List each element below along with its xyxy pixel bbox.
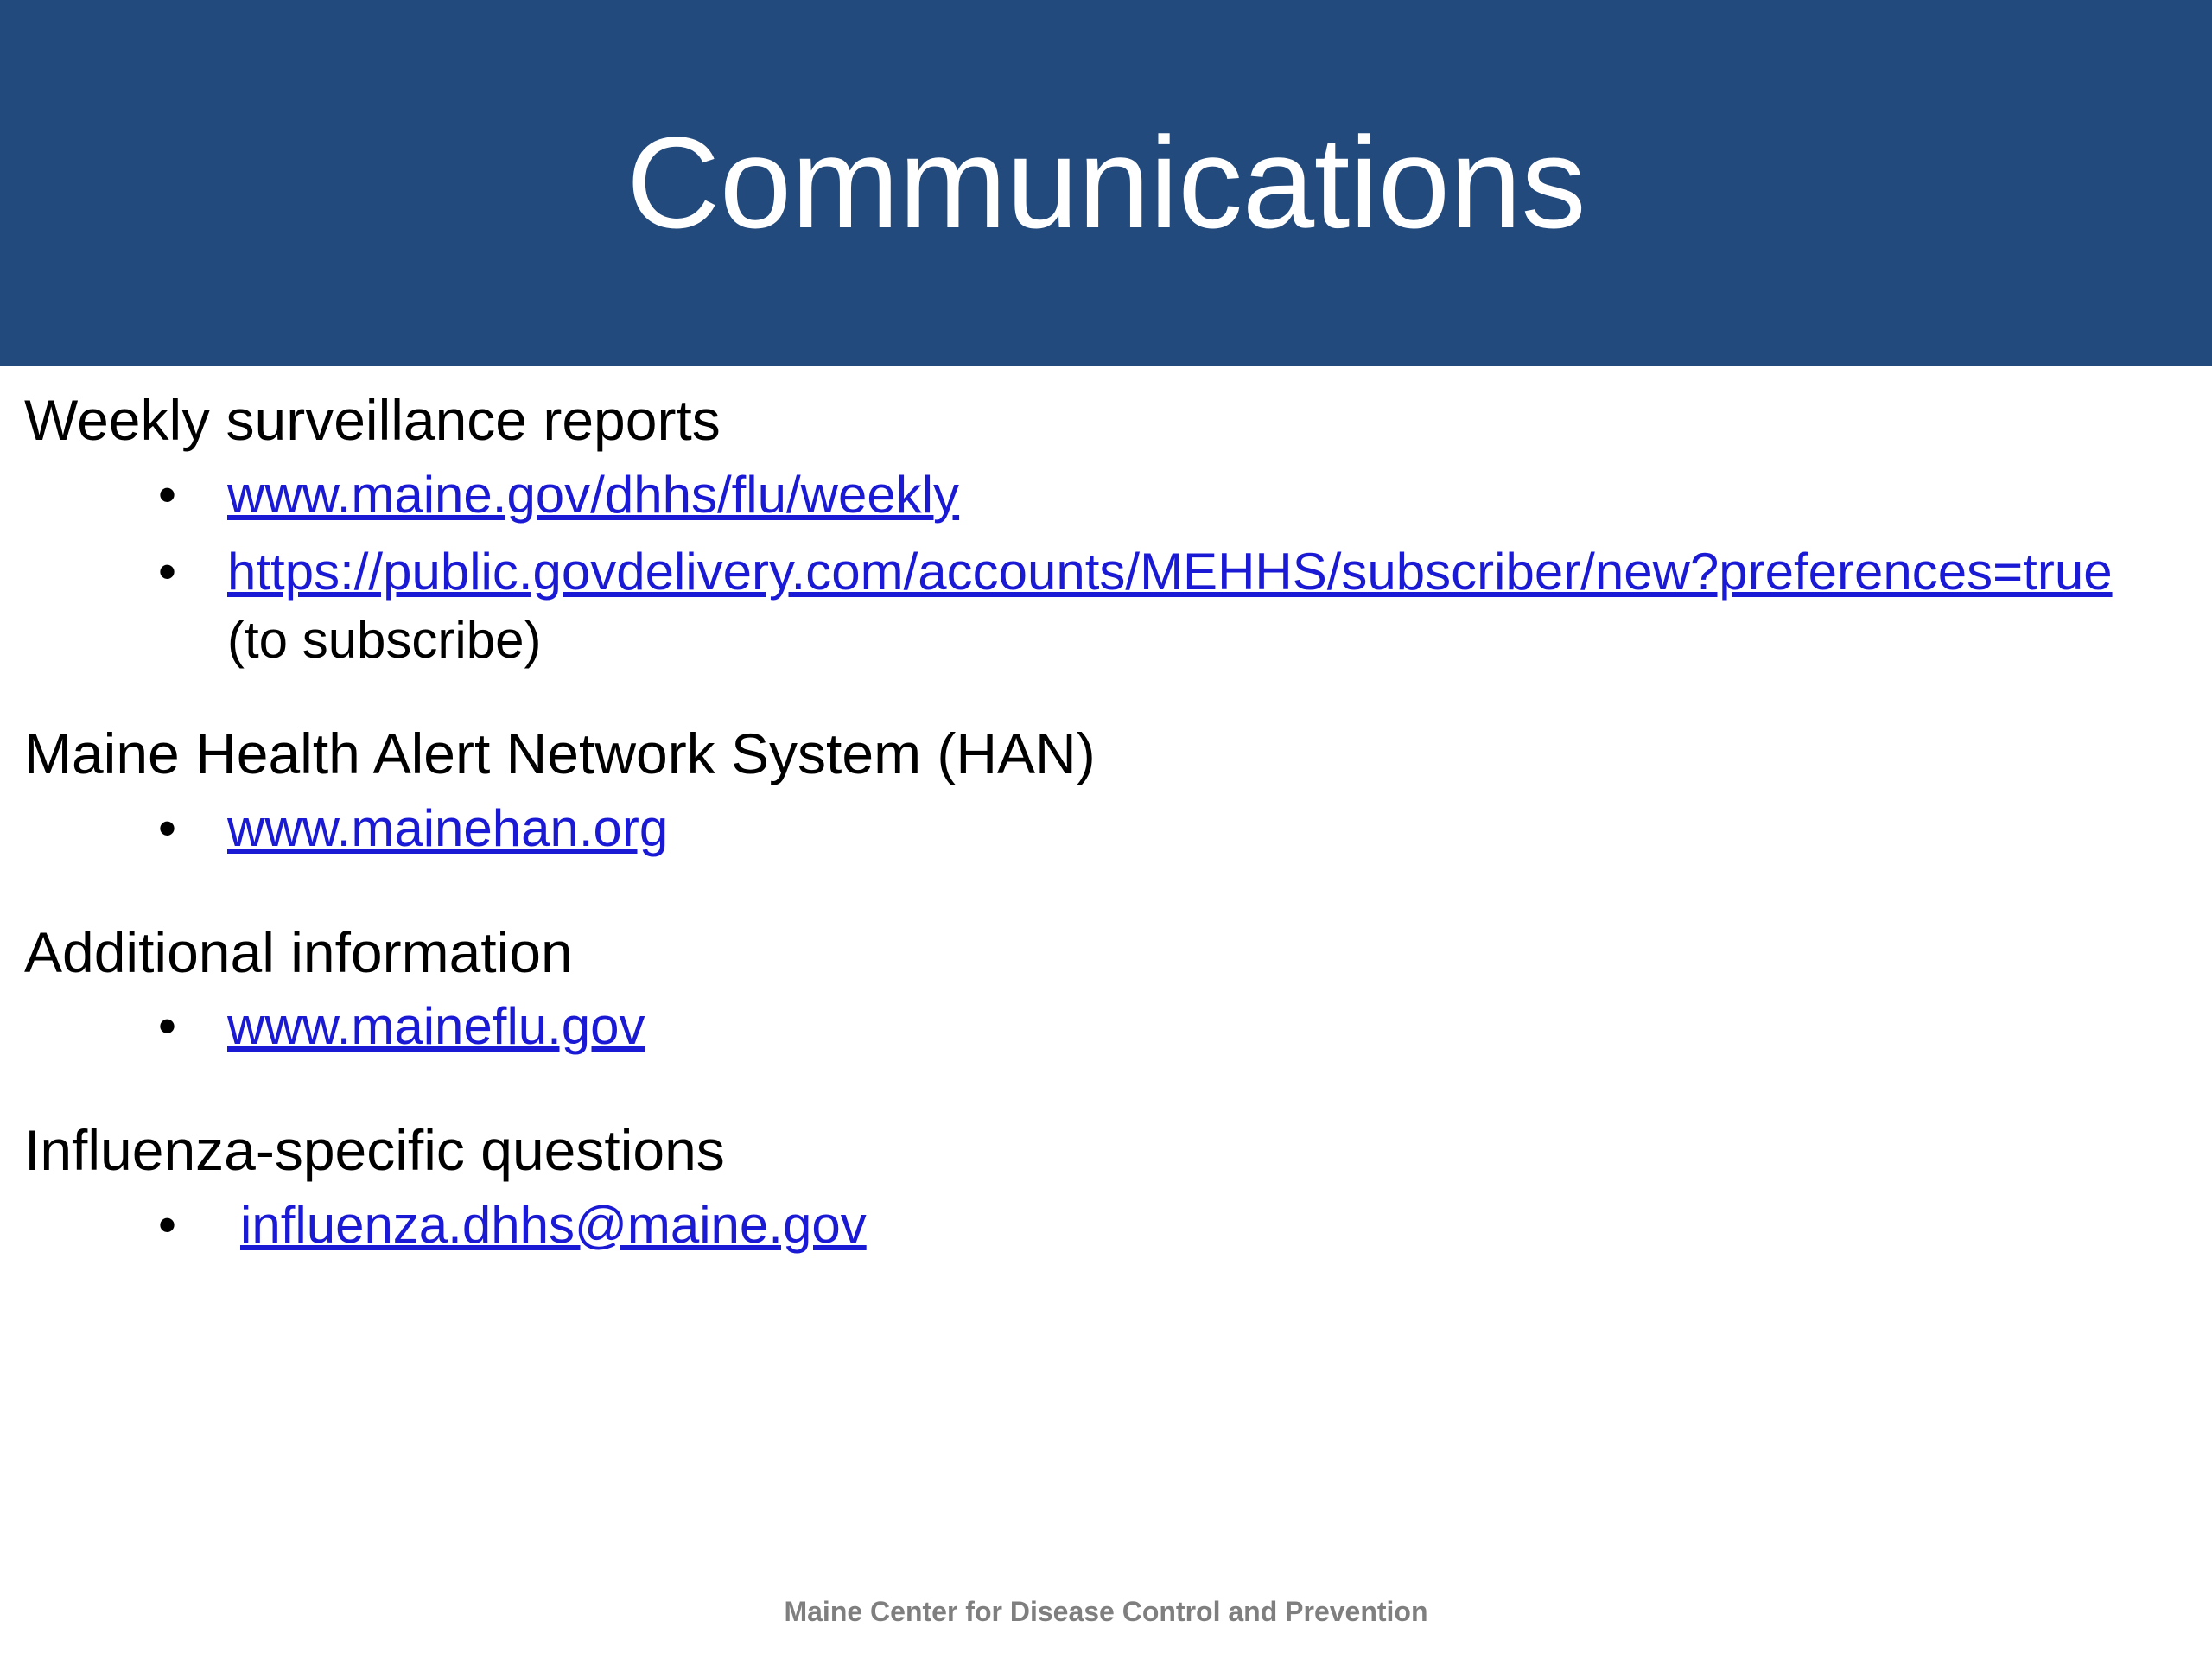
bullet-icon: •	[158, 997, 177, 1056]
list-item-suffix: (to subscribe)	[227, 610, 542, 669]
bullet-icon: •	[158, 465, 177, 524]
spacer	[24, 683, 2186, 719]
section-heading: Weekly surveillance reports	[24, 388, 721, 452]
page-title: Communications	[626, 110, 1586, 256]
spacer	[24, 871, 2186, 918]
section-additional-information	[24, 918, 2186, 1061]
section-heading: Influenza-specific questions	[24, 1118, 725, 1183]
link-govdelivery-subscribe[interactable]: https://public.govdelivery.com/accounts/MEHHS/subscriber/new?preferences=true	[227, 542, 2113, 601]
link-maineflu-gov[interactable]: www.maineflu.gov	[227, 997, 645, 1056]
bullet-list	[24, 1191, 2186, 1259]
link-mainehan-org[interactable]: www.mainehan.org	[227, 798, 669, 857]
section-maine-han	[24, 719, 2186, 862]
title-band	[0, 0, 2212, 366]
section-influenza-specific-questions	[24, 1116, 2186, 1259]
section-heading: Additional information	[24, 919, 573, 984]
bullet-icon: •	[158, 798, 177, 857]
slide-footer: Maine Center for Disease Control and Prevention	[784, 1596, 1428, 1627]
bullet-icon: •	[158, 1196, 177, 1254]
slide-body	[0, 366, 2212, 1259]
bullet-list	[24, 461, 2186, 675]
list-item	[24, 794, 2186, 862]
list-item	[24, 992, 2186, 1060]
bullet-list	[24, 794, 2186, 862]
link-maine-gov-weekly[interactable]: www.maine.gov/dhhs/flu/weekly	[227, 465, 960, 524]
list-item	[24, 461, 2186, 529]
bullet-icon: •	[158, 542, 177, 601]
section-heading: Maine Health Alert Network System (HAN)	[24, 721, 1096, 786]
list-item	[24, 537, 2186, 674]
list-item	[24, 1191, 2186, 1259]
spacer	[24, 1069, 2186, 1116]
link-influenza-email[interactable]: influenza.dhhs@maine.gov	[240, 1196, 867, 1254]
section-weekly-surveillance-reports	[24, 385, 2186, 674]
bullet-list	[24, 992, 2186, 1060]
